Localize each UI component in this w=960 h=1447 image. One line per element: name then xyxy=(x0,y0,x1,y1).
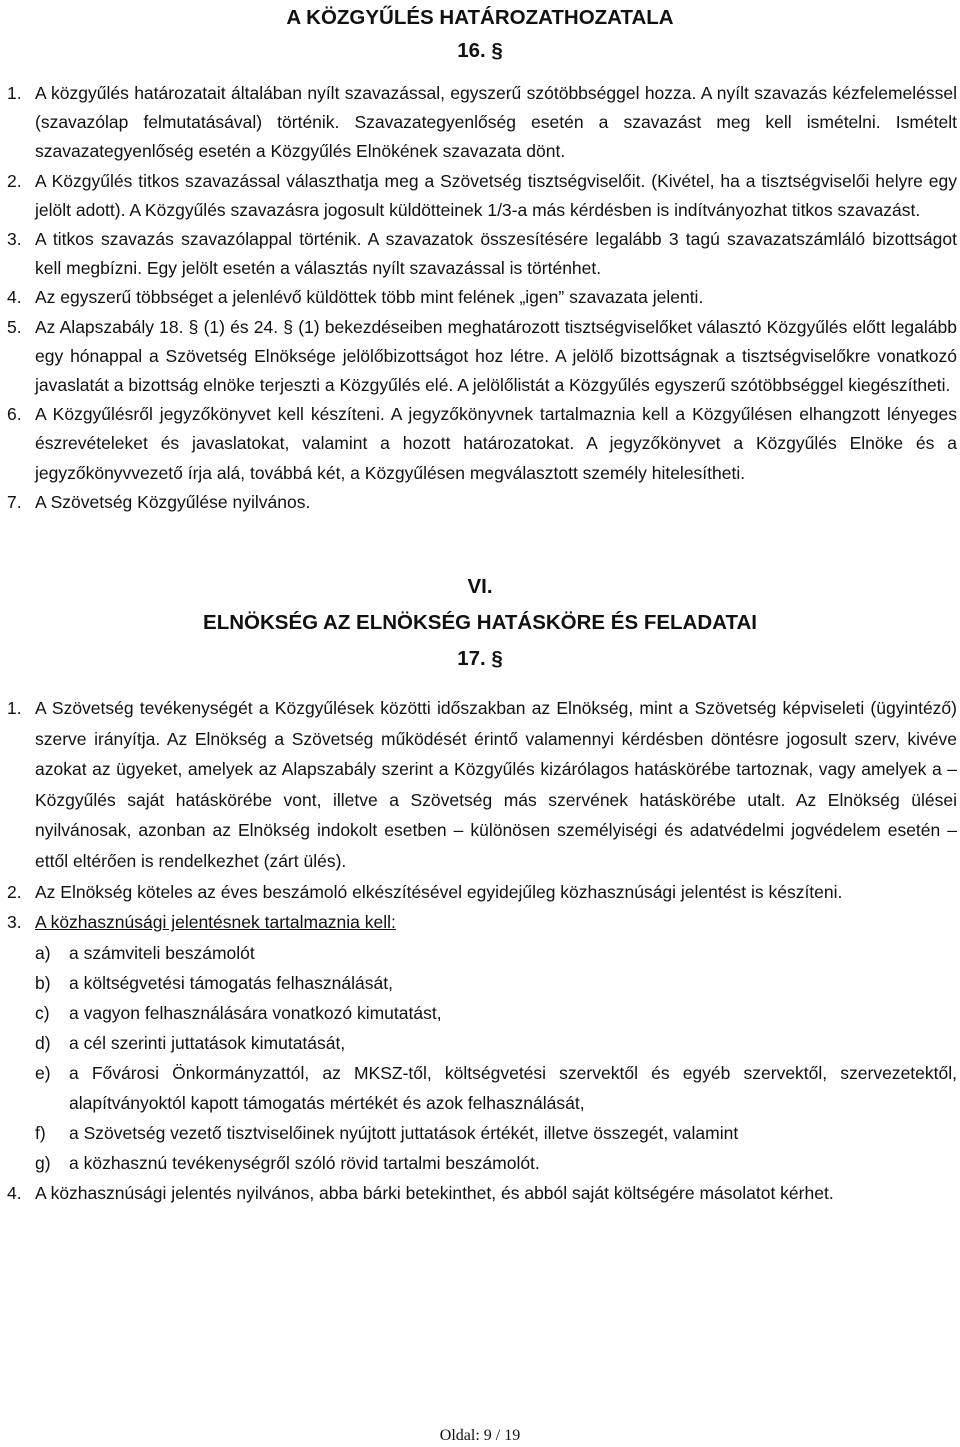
sublist-item xyxy=(0,1118,960,1148)
list-item xyxy=(0,400,960,488)
sublist-letter: g) xyxy=(35,1152,51,1173)
sublist-letter: b) xyxy=(35,972,51,993)
numbered-list xyxy=(0,79,960,517)
item-text: A közgyűlés határozatait általában nyílt szavazással, egyszerű szótöbbséggel hozza. A nyílt szavazás kézfelemeléssel (szavazólap felmutatásával) történik. Szavazategyenlőség esetén a szavazást meg kell ismételni. Ismételt szavazategyenlőség esetén a Közgyűlés Elnökének szavazata dönt. xyxy=(35,83,957,162)
sublist-item xyxy=(0,998,960,1028)
item-text: A Közgyűlésről jegyzőkönyvet kell készíteni. A jegyzőkönyvnek tartalmaznia kell a Közgyűlésen elhangzott lényeges észrevételeket és javaslatokat, valamint a hozott határozatokat. A jegyzőkönyvet a Közgyűlés Elnöke és a jegyzőkönyvvezető írja alá, továbbá két, a Közgyűlésen megválasztott személy hitelesítheti. xyxy=(35,404,957,483)
list-item xyxy=(0,167,960,225)
list-item xyxy=(0,283,960,312)
sublist-text: a Fővárosi Önkormányzattól, az MKSZ-től, költségvetési szervektől és egyéb szervektől, szervezetektől, alapítványoktól kapott támogatás mértékét és azok felhasználását, xyxy=(69,1062,957,1113)
sublist-text: a számviteli beszámolót xyxy=(69,942,255,963)
section-elnokseg xyxy=(0,569,960,1208)
lettered-sublist xyxy=(0,938,960,1178)
item-number: 4. xyxy=(7,287,22,308)
sublist-item xyxy=(0,968,960,998)
item-text: A titkos szavazás szavazólappal történik. A szavazatok összesítésére legalább 3 tagú szavazatszámláló bizottságot kell megbízni. Egy jelölt esetén a választás nyílt szavazással is történhet. xyxy=(35,229,957,279)
sublist-letter: f) xyxy=(35,1122,46,1143)
sublist-letter: d) xyxy=(35,1032,51,1053)
chapter-number: VI. xyxy=(467,575,493,599)
item-number: 5. xyxy=(7,316,22,337)
item-number: 7. xyxy=(7,491,22,512)
item-number: 1. xyxy=(7,83,22,103)
list-item xyxy=(0,79,960,167)
section-title: ELNÖKSÉG AZ ELNÖKSÉG HATÁSKÖRE ÉS FELADATAI xyxy=(203,611,757,635)
item-text: Az Alapszabály 18. § (1) és 24. § (1) bekezdéseiben meghatározott tisztségviselőket választó Közgyűlés előtt legalább egy hónappal a Szövetség Elnöksége jelölőbizottságot hoz létre. A jelölő bizottságnak a tisztségviselőkre vonatkozó javaslatát a bizottság elnöke terjeszti a Közgyűlés elé. A jelölőlistát a Közgyűlés egyszerű szótöbbséggel kiegészítheti. xyxy=(35,316,957,396)
list-item xyxy=(0,877,960,908)
list-item xyxy=(0,488,960,517)
item-text: A Szövetség Közgyűlése nyilvános. xyxy=(35,491,311,512)
sublist-text: a Szövetség vezető tisztviselőinek nyújtott juttatások értékét, illetve összegét, valamint xyxy=(69,1122,739,1143)
sublist-text: a cél szerinti juttatások kimutatását, xyxy=(69,1032,346,1053)
sublist-text: a közhasznú tevékenységről szóló rövid tartalmi beszámolót. xyxy=(69,1152,540,1173)
paragraph-number: 16. § xyxy=(457,39,503,62)
list-item xyxy=(0,693,960,877)
item-number: 2. xyxy=(7,170,22,191)
item-number: 4. xyxy=(7,1182,22,1203)
item-text: Az egyszerű többséget a jelenlévő küldöttek több mint felének „igen” szavazata jelenti. xyxy=(35,287,704,308)
item-text: A közhasznúsági jelentés nyilvános, abba bárki betekinthet, és abból saját költségére másolatot kérhet. xyxy=(35,1182,834,1203)
paragraph-number: 17. § xyxy=(457,647,503,671)
list-item xyxy=(0,225,960,283)
list-item xyxy=(0,1178,960,1209)
list-item xyxy=(0,313,960,401)
item-text: A Közgyűlés titkos szavazással választhatja meg a Szövetség tisztségviselőit. (Kivétel, ha a tisztségviselői helyre egy jelölt adott). A Közgyűlés szavazásra jogosult küldötteinek 1/3-a más kérdésben is indítványozhat titkos szavazást. xyxy=(35,170,957,220)
section-kozgyules-hatarozathozatala xyxy=(0,1,960,517)
item-number: 3. xyxy=(7,229,22,250)
page-footer: Oldal: 9 / 19 xyxy=(439,1427,521,1444)
sublist-item xyxy=(0,1028,960,1058)
numbered-list xyxy=(0,693,960,1208)
item-text: Az Elnökség köteles az éves beszámoló elkészítésével egyidejűleg közhasznúsági jelentést is készíteni. xyxy=(35,881,843,902)
item-text: A Szövetség tevékenységét a Közgyűlések közötti időszakban az Elnökség, mint a Szövetség képviseleti (ügyintéző) szerve irányítja. Az Elnökség a Szövetség működését érintő valamennyi kérdésben döntésre jogosult szerv, kivéve azokat az ügyeket, amelyek az Alapszabály szerint a Közgyűlés kizárólagos hatáskörébe tartoznak, vagy amelyek a –Közgyűlés saját hatáskörébe vont, illetve a Szövetség más szervének hatáskörébe utalt. Az Elnökség ülései nyilvánosak, azonban az Elnökség indokolt esetben – különösen személyiségi és adatvédelmi jogvédelem esetén – ettől eltérően is rendelkezhet (zárt ülés). xyxy=(35,698,957,872)
sublist-letter: e) xyxy=(35,1062,51,1083)
sublist-text: a vagyon felhasználására vonatkozó kimutatást, xyxy=(69,1002,442,1023)
sublist-letter: a) xyxy=(35,942,51,963)
item-number: 2. xyxy=(7,881,22,902)
sublist-letter: c) xyxy=(35,1002,50,1023)
section-title: A KÖZGYŰLÉS HATÁROZATHOZATALA xyxy=(286,6,674,29)
sublist-item xyxy=(0,1148,960,1178)
item-text: A közhasznúsági jelentésnek tartalmaznia kell: xyxy=(35,912,396,933)
item-number: 1. xyxy=(7,698,22,719)
item-number: 3. xyxy=(7,912,22,933)
item-number: 6. xyxy=(7,404,22,425)
sublist-item xyxy=(0,1058,960,1118)
sublist-text: a költségvetési támogatás felhasználását, xyxy=(69,972,393,993)
list-item xyxy=(0,907,960,938)
sublist-item xyxy=(0,938,960,968)
